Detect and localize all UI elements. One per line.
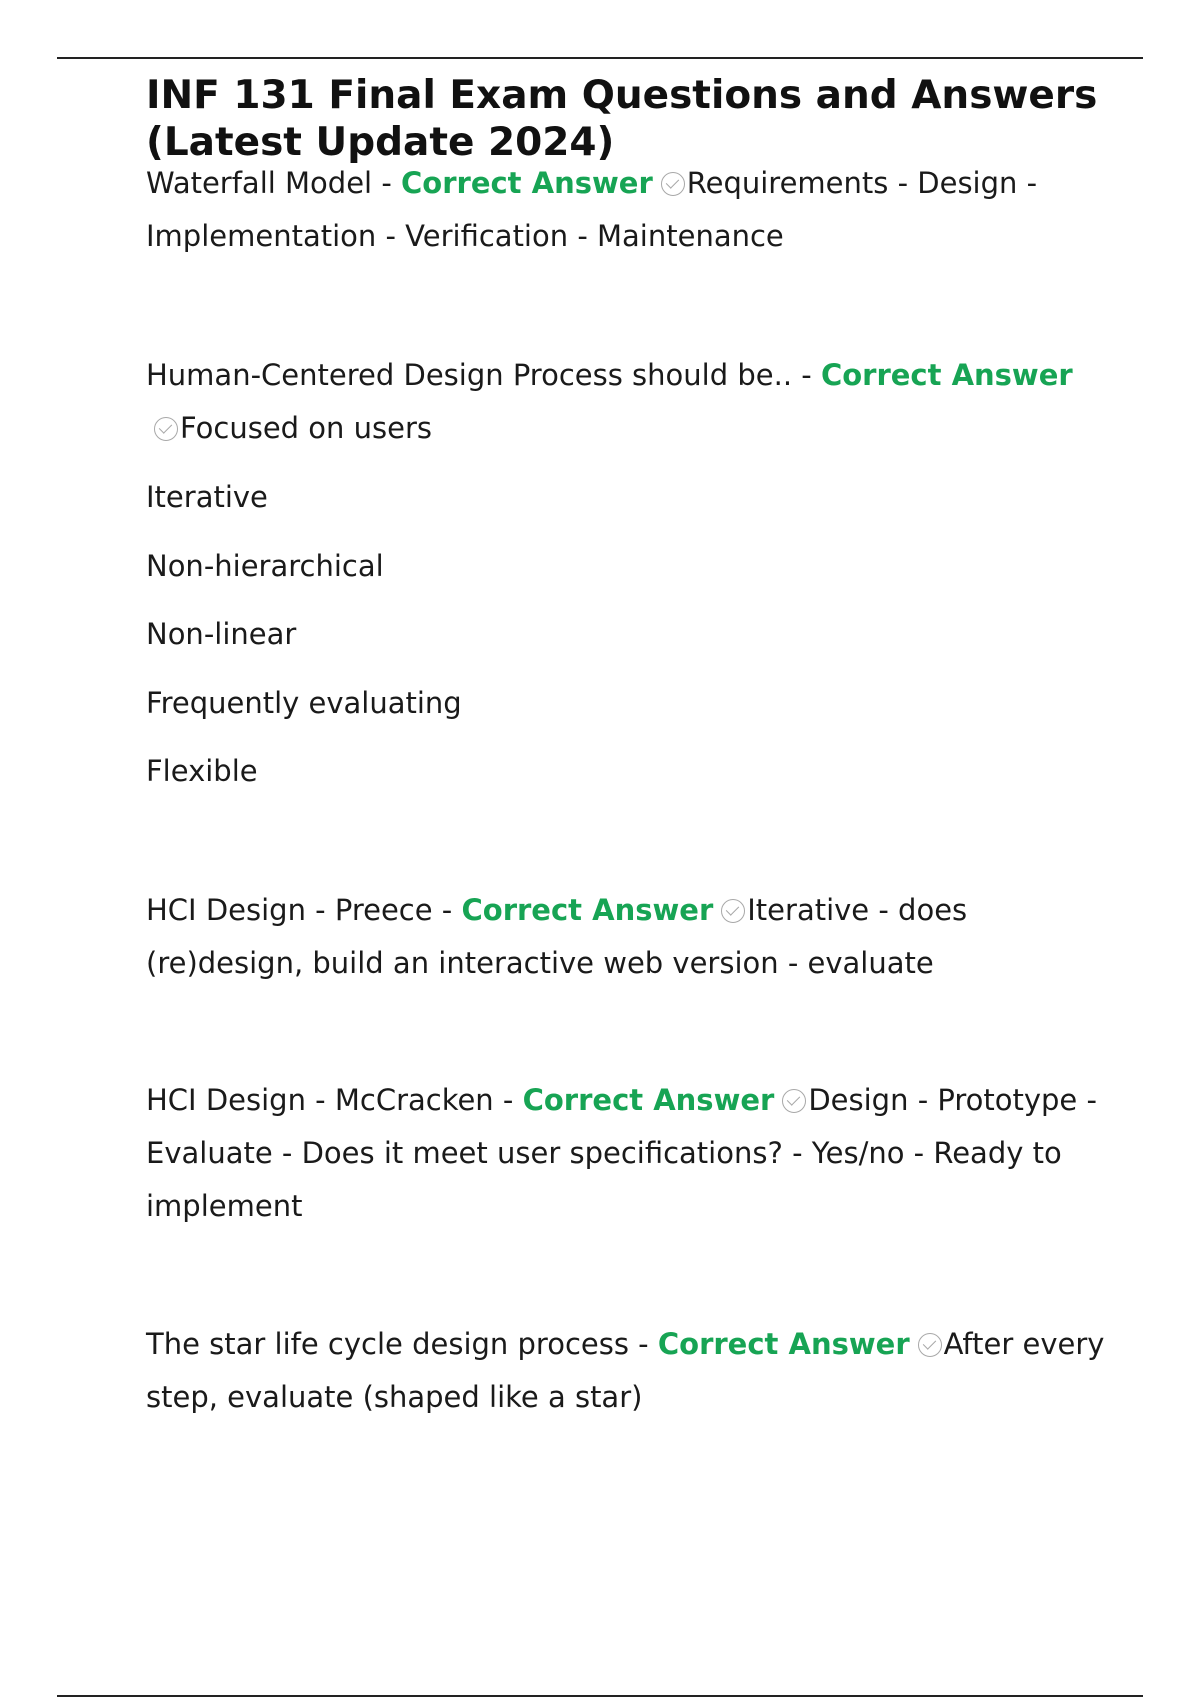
correct-answer-label: Correct Answer: [522, 1083, 775, 1117]
qa-entry-mccracken: [146, 1074, 1106, 1233]
correct-answer-label: Correct Answer: [820, 358, 1073, 392]
qa-entry-human-centered: [146, 349, 1106, 455]
document-header: [146, 72, 1106, 166]
answer-text: Iterative - does (re)design, build an interactive web version - evaluate: [146, 893, 968, 980]
answer-text: Design - Prototype - Evaluate - Does it meet user specifications? - Yes/no - Ready to implement: [146, 1083, 1097, 1223]
correct-answer-label: Correct Answer: [657, 1327, 910, 1361]
check-circle-icon: [154, 417, 178, 441]
check-circle-icon: [661, 172, 685, 196]
qa-entry-star-life-cycle: [146, 1318, 1106, 1424]
bottom-rule: [57, 1695, 1143, 1697]
list-item: Non-linear: [146, 617, 297, 651]
list-item: Frequently evaluating: [146, 686, 462, 720]
question-text: HCI Design - Preece -: [146, 893, 462, 927]
check-circle-icon: [918, 1333, 942, 1357]
qa-entry-waterfall: [146, 157, 1106, 263]
document-title: INF 131 Final Exam Questions and Answers (Latest Update 2024): [146, 73, 1098, 165]
correct-answer-label: Correct Answer: [461, 893, 714, 927]
list-item: Iterative: [146, 480, 268, 514]
top-rule: [57, 57, 1143, 59]
answer-text: After every step, evaluate (shaped like a star): [146, 1327, 1105, 1414]
list-item: Non-hierarchical: [146, 549, 384, 583]
check-circle-icon: [721, 899, 745, 923]
list-item: Flexible: [146, 754, 258, 788]
answer-text: Focused on users: [180, 411, 432, 445]
question-text: Waterfall Model -: [146, 166, 402, 200]
qa-entry-preece: [146, 884, 1106, 990]
correct-answer-label: Correct Answer: [401, 166, 653, 200]
answer-text: Requirements - Design - Implementation - Verification - Maintenance: [146, 166, 1038, 253]
question-text: The star life cycle design process -: [146, 1327, 658, 1361]
question-text: Human-Centered Design Process should be.. -: [146, 358, 821, 392]
question-text: HCI Design - McCracken -: [146, 1083, 523, 1117]
check-circle-icon: [782, 1089, 806, 1113]
